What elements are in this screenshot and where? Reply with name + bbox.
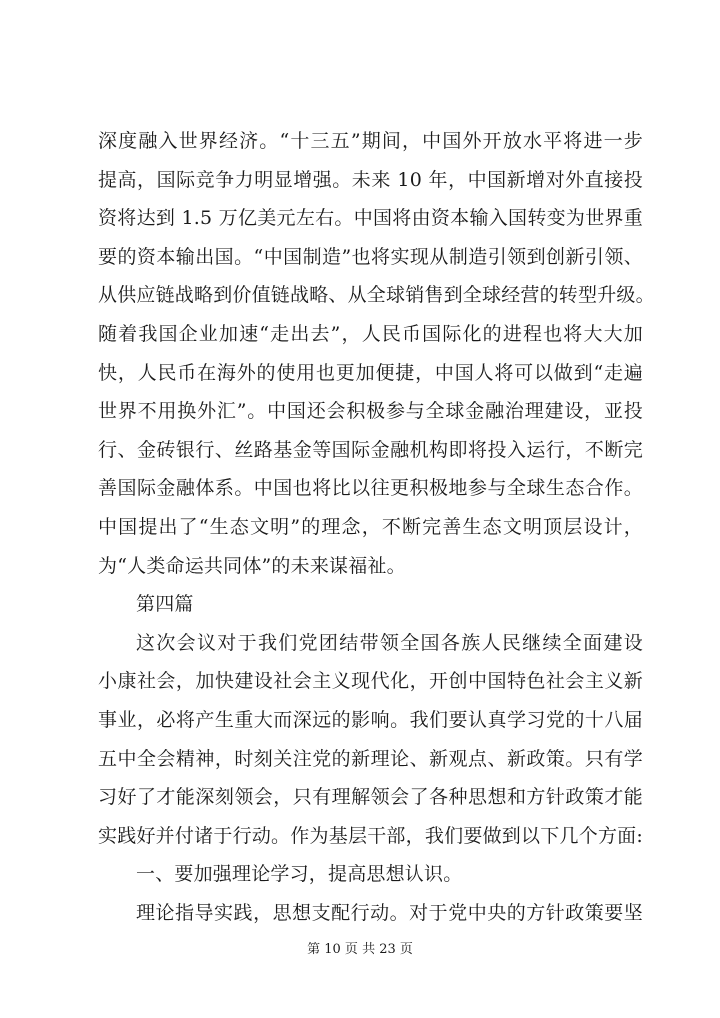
paragraph-line: 从供应链战略到价值链战略、从全球销售到全球经营的转型升级。 <box>98 284 655 307</box>
paragraph-line: 提高，国际竞争力明显增强。未来 10 年，中国新增对外直接投 <box>98 168 643 191</box>
paragraph-line: 实践好并付诸于行动。作为基层干部，我们要做到以下几个方面: <box>98 824 643 847</box>
paragraph-line: 为“人类命运共同体”的未来谋福祉。 <box>98 554 406 577</box>
paragraph-line: 深度融入世界经济。“十三五”期间，中国外开放水平将进一步 <box>98 130 643 152</box>
page-footer: 第 10 页 共 23 页 <box>307 942 413 957</box>
section-heading: 第四篇 <box>136 593 194 616</box>
paragraph-line: 随着我国企业加速“走出去”，人民币国际化的进程也将大大加 <box>98 322 643 345</box>
paragraph-line: 世界不用换外汇”。中国还会积极参与全球金融治理建设，亚投 <box>98 400 643 423</box>
body-text <box>98 122 655 932</box>
subheading: 一、要加强理论学习，提高思想认识。 <box>136 863 463 886</box>
paragraph-line: 要的资本输出国。“中国制造”也将实现从制造引领到创新引领、 <box>98 245 643 268</box>
paragraph-line: 中国提出了“生态文明”的理念，不断完善生态文明顶层设计， <box>98 515 643 538</box>
paragraph-line: 行、金砖银行、丝路基金等国际金融机构即将投入运行，不断完 <box>98 438 643 461</box>
paragraph-line: 快，人民币在海外的使用也更加便捷，中国人将可以做到“走遍 <box>98 361 643 384</box>
paragraph-line: 善国际金融体系。中国也将比以往更积极地参与全球生态合作。 <box>98 477 643 500</box>
paragraph-line: 这次会议对于我们党团结带领全国各族人民继续全面建设 <box>136 631 643 654</box>
paragraph-line: 资将达到 1.5 万亿美元左右。中国将由资本输入国转变为世界重 <box>98 207 643 230</box>
paragraph-line: 五中全会精神，时刻关注党的新理论、新观点、新政策。只有学 <box>98 747 643 770</box>
paragraph-line: 小康社会，加快建设社会主义现代化，开创中国特色社会主义新 <box>98 670 643 693</box>
paragraph-line: 事业，必将产生重大而深远的影响。我们要认真学习党的十八届 <box>98 708 643 731</box>
paragraph-line: 理论指导实践，思想支配行动。对于党中央的方针政策要坚 <box>136 901 643 924</box>
paragraph-line: 习好了才能深刻领会，只有理解领会了各种思想和方针政策才能 <box>98 786 643 809</box>
